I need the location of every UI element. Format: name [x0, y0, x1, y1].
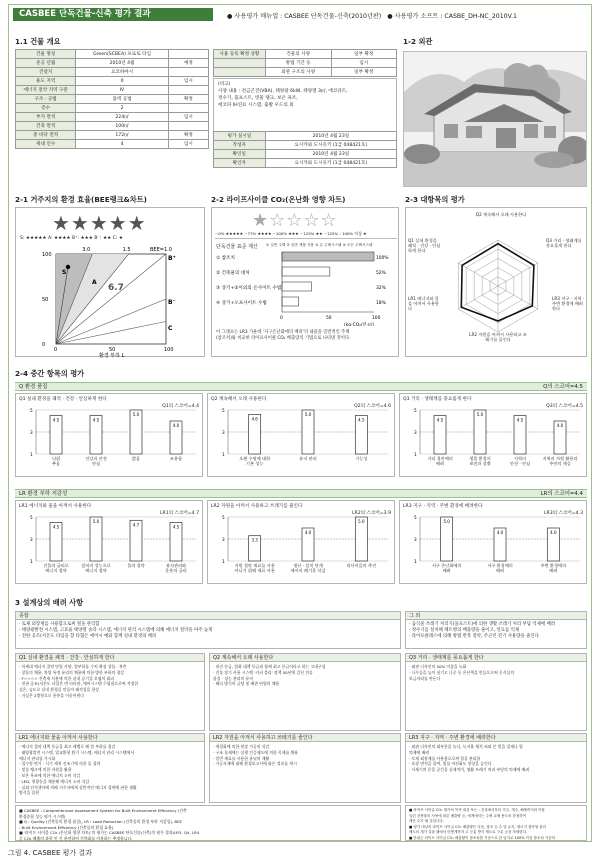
co2-bar	[282, 252, 374, 261]
lcco2-scale: ~0% ★★★★★ ~77% ★★★★ ~100% ★★★ ~125% ★★ ~125% : 100% 이상 ★	[215, 231, 367, 236]
outline-row: 준공 년월 2010년 4월 예정	[16, 59, 209, 68]
figure-caption: 그림 4. CASBEE 평가 결과	[8, 849, 92, 857]
lr-score: LR의 스코어=4.4	[540, 491, 583, 497]
svg-text:B⁻: B⁻	[168, 299, 176, 306]
panel-score: LR3의 스코어=4.3	[543, 511, 583, 516]
sub-score-label: 밝음	[131, 456, 141, 461]
panel-title: LR3 지구 · 지역 · 주변 환경에 배려한다	[403, 504, 483, 509]
q-header: Q 환경 품질 Q의 스코어=4.5	[15, 382, 587, 391]
sub-score-value: 4.5	[52, 524, 60, 530]
sub-score-panel	[399, 500, 587, 584]
sub-score-value: 5.0	[304, 412, 312, 417]
sub-score-label: 건물의 궁리로 에너지 절약	[43, 563, 69, 573]
remarks-text: (비고) 사양 내용 : 전금곤진(VBA), 태양광 6kW, 태양열 3㎡, 에코큐트, 정수기, 품프스트, 빗물 탱크, 보온 욕조, 에코파 IH연료 시스템, 출발 우드의 외	[218, 82, 348, 108]
consideration-body: · 재결화에 의한 현장 가공의 삭감 · 구조 틀재에는 실행 인증제도에 의한 목재를 채용 · 일반 재료를 사용한 유닛의 재활 · 가공자재에 대해 환경보고서에 따른 정보를 게시	[213, 744, 299, 767]
sub-score-value: 4.5	[172, 524, 180, 530]
svg-text:52%: 52%	[376, 271, 386, 276]
section-1-2-title: 1-2 외관	[403, 37, 433, 46]
consideration-heading: Q3 거리 · 생태계를 풍요롭게 한다	[406, 654, 586, 662]
svg-text:5: 5	[222, 408, 225, 413]
section-2-4-title: 2-4 중간 항목의 평가	[15, 369, 85, 378]
lcco2-std-label: 단독건물 표준 계산	[216, 244, 258, 250]
consideration-body: · 차세대 에너지 절약 단열 사양, 열부하를 수치 확장 창틀 · 복층 · 창틀의 채용, 차열 특정 유리의 채용에 의한 방한 부하의 경감 · F☆☆☆☆ 건축재 사용에 의한 실내 공기질 오염의 회피 · 전관 공조(저온도 타입은 변 타타관, 에어시스템 수립함으로써 적정한 실온, 습도로 실내 환경을 만들어 쾌적성을 향상 · 거실은 2방향으로 통풍을 이끌어낸다	[19, 664, 139, 698]
svg-text:3: 3	[414, 430, 417, 435]
consideration-heading: Q2 계속해서 오래 사용한다	[210, 654, 400, 662]
panel-title: Q3 거리 · 생태계를 풍요롭게 한다	[403, 397, 472, 402]
sub-score-label: 지원 절약 재료를 사용 아니기 위해 재료 사용	[234, 563, 275, 573]
outline-row: 세대 인수 4 임시	[16, 140, 209, 149]
sub-score-value: 4.5	[436, 417, 444, 423]
evaluation-sheet	[8, 4, 592, 842]
consideration-cell	[209, 733, 401, 803]
svg-text:② 건축물의 대처: ② 건축물의 대처	[216, 271, 250, 276]
sub-score-value: 5.0	[358, 519, 365, 524]
svg-text:3: 3	[222, 537, 225, 542]
sheet-title: CASBEE 단독건물-신축 평가 결과	[13, 8, 213, 21]
svg-text:1: 1	[414, 559, 417, 564]
lcco2-chart	[212, 250, 400, 326]
co2-bar	[282, 282, 311, 291]
svg-text:1: 1	[414, 452, 417, 457]
svg-text:환경 부하 L: 환경 부하 L	[99, 353, 125, 358]
sub-score-label: 더위 추움	[51, 456, 61, 466]
consideration-cell	[15, 733, 205, 803]
sub-score-label: 설비의 성능으로 에너지 절약	[81, 563, 111, 573]
outline-row: 용도 지역 0 임시	[16, 77, 209, 86]
sub-score-value: 3.3	[251, 537, 258, 543]
sub-score-panel	[399, 393, 587, 477]
svg-text:C: C	[168, 325, 173, 332]
svg-text:S: S	[62, 269, 67, 276]
sub-score-value: 5.0	[132, 412, 140, 417]
sub-score-value: 4.7	[132, 522, 140, 528]
consideration-heading: Q1 실내 환경을 쾌적 · 건강 · 안심하게 한다	[16, 654, 204, 662]
svg-text:50: 50	[326, 316, 332, 321]
sub-score-value: 4.0	[496, 530, 504, 535]
svg-text:100: 100	[372, 316, 381, 321]
panel-score: Q1의 스코어=4.4	[162, 404, 199, 409]
section-2-1-title: 2-1 거주지의 환경 효율(BEE랭크&차트)	[15, 195, 147, 204]
bee-chart	[16, 244, 206, 358]
panel-title: LR2 자원을 아껴서 사용하고 쓰레기를 줄인다	[211, 504, 303, 509]
consideration-cell	[209, 653, 401, 731]
svg-text:④ 상기+오프사이트 수법: ④ 상기+오프사이트 수법	[216, 301, 267, 306]
svg-text:③ 상기+②이외의 온사이트 수법: ③ 상기+②이외의 온사이트 수법	[216, 286, 282, 291]
radar-box	[405, 207, 587, 357]
svg-text:100: 100	[42, 252, 52, 258]
svg-text:A: A	[92, 279, 97, 286]
svg-text:1: 1	[30, 559, 33, 564]
consideration-body: · 에너지 절약 대책 등급을 최고 레벨로 해 열 부하를 경감 · 태양광발전 시스템, 열교환형 환기 시스템, 에너지 관리 시스템에서 에너지 관리를 가시화 · 절수형 변기 · 식기 세척 건조기에 의한 물 절약 · 빗물 탱크에 의한 자원을 활용 · 보온 욕조에 의한 에너지 소비 삭감 · LED, 형광등을 채용해 에너지 소비 삭감 · 실외 인지센서에 의해 거주자에게 실반적인 에너지 절약에 관한 생활 방식을 실현	[19, 744, 137, 796]
svg-text:5: 5	[414, 515, 417, 520]
sub-score-value: 5.0	[476, 412, 484, 417]
sub-score-label: 물의 절약	[127, 563, 145, 568]
section-2-2-title: 2-2 라이프사이클 CO₂(온난화 영향 차트)	[211, 195, 346, 204]
svg-text:3: 3	[414, 537, 417, 542]
rank-scale: S: ★★★★★ A: ★★★★ B⁺: ★★★ B⁻: ★★ C: ★	[20, 236, 123, 241]
section-3-title: 3 설계상의 배려 사항	[15, 598, 84, 607]
sub-score-panel	[207, 500, 395, 584]
panel-title: Q1 실내 환경을 쾌적 · 건강 · 안심하게 한다	[19, 397, 107, 402]
sub-score-value: 4.5	[52, 417, 60, 423]
sub-score-panel	[207, 393, 395, 477]
bee-stars: ★★★★★	[52, 211, 147, 235]
general-considerations: 종합 · 토제 외장재를 사용함으로써 열을 관리함 · 태양광발전 시스템, 고효율 태양열 솔라 시스템, 에너지 관리 시스템에 의해 에너지 절약을 아주 높게 · 전한 공조(저온도 타임을 할 타협은 에어시 예와 함께 실내 환경의 배려	[15, 611, 401, 649]
outline-row: 총 바닥 면적 172㎡ 확정	[16, 131, 209, 140]
q-score: Q의 스코어=4.5	[543, 384, 583, 390]
sub-score-value: 4.0	[172, 423, 180, 428]
sub-score-label: 지역의 자원 활용과 주민의 계승	[542, 456, 578, 466]
svg-text:0: 0	[280, 316, 283, 321]
building-outline-table	[15, 49, 209, 149]
outline-row: 층수 2	[16, 104, 209, 113]
sub-score-value: 4.5	[358, 417, 365, 423]
sub-score-label: 생물 환경의 보전과 창출	[469, 456, 491, 466]
svg-text:1: 1	[222, 559, 225, 564]
svg-text:32%: 32%	[376, 286, 386, 291]
outline-row: 부지 면적 224㎡ 임시	[16, 113, 209, 122]
panel-score: Q3의 스코어=4.5	[546, 404, 583, 409]
co2-bar	[282, 267, 330, 276]
svg-text:1: 1	[222, 452, 225, 457]
sub-score-value: 4.0	[550, 530, 557, 535]
radar-label-lr3: LR3 지구 · 지역 · 주변 환경에 배려한다	[552, 296, 585, 311]
sub-score-value: 5.0	[92, 519, 100, 524]
remarks-box	[213, 78, 397, 132]
svg-text:① 참조치: ① 참조치	[216, 256, 235, 261]
svg-text:5: 5	[30, 408, 33, 413]
panel-score: LR1의 스코어=4.7	[159, 511, 199, 516]
sub-score-label: 기능성	[355, 456, 368, 461]
sub-score-label: 지구 온난화에의 배려	[431, 563, 462, 573]
panel-title: Q2 계속해서 오래 사용한다	[211, 397, 267, 402]
svg-text:0: 0	[54, 347, 58, 353]
sub-score-value: 4.6	[251, 416, 258, 422]
svg-text:5: 5	[414, 408, 417, 413]
lcco2-footnote: 이 그래프는 LR3 가운데 '지구온난화에의 배려'의 내용을 일반적인 주택 (참조치)와 비교한 라이프사이클 CO₂ 배출량의 기법으로 나타낸 것이다.	[216, 330, 351, 341]
sub-score-label: 지구 환경에의 배려	[487, 563, 513, 573]
software-text: ● 사용평가 소프트 : CASBE_DH-NC_2010V.1	[387, 13, 517, 20]
radar-label-lr1: LR1 에너지와 물을 아껴서 사용한다	[408, 296, 439, 311]
consideration-cell	[405, 733, 587, 803]
svg-text:100: 100	[164, 347, 174, 353]
co2-bar	[282, 297, 299, 306]
svg-text:5: 5	[222, 515, 225, 520]
section-1-1-title: 1.1 건물 개요	[15, 37, 61, 46]
svg-text:3: 3	[30, 537, 33, 542]
notes-right: ■ 라이프 사이클 CO₂ 평가의 목적 대상 또는 : 건설에서부터 거주, 개수, 해체까지의 이용 일련 건축물의 사용에 따른 배출량 등, 에게에서는 주택 교체 용도의 한정하여 계산 수가 될 것입니다. ■ 평가 대상의 라이프 사이클 CO₂ 배출량은 다음, 참조 등 수 및 유지, 에너지 절약형 관리 제도의 계가 걸을 때에서 어떻게까지 고 등통 방식 제도로 구분 등을 자세한다. ■ 단위는 라이프 사이클 CO₂ 배출량이 참조치를 기준으로 한 달지로 100% 이상 참조치 기준의	[405, 805, 587, 841]
svg-text:3.0: 3.0	[82, 247, 91, 253]
lcco2-legend: ① 일반 주택 ② 일반 제품 사용 ③ 온 주택시스템 ④ 모든 주택시스템	[266, 243, 373, 247]
outline-row: 건설지 요코하마시	[16, 68, 209, 77]
sub-score-value: 5.0	[443, 519, 450, 524]
sub-score-label: 지역의 안전 · 안심	[509, 456, 531, 466]
sub-score-panel	[15, 393, 203, 477]
consideration-cell	[15, 653, 205, 731]
svg-text:18%: 18%	[376, 301, 386, 306]
svg-text:0: 0	[42, 342, 46, 348]
sub-score-label: 거리 경관에의 배려	[427, 456, 453, 466]
outline-row: 건물 명칭 Green(SCBEA) 프로토 타입	[16, 50, 209, 59]
svg-text:50: 50	[42, 297, 49, 303]
evaluation-status-table: 사용 등록 확정 상황 건물의 사양 일부 확정 방법 기간 등 임시 외관 구조의 사양 일부 확정	[213, 49, 397, 77]
svg-text:100%: 100%	[376, 256, 389, 261]
panel-score: LR2의 스코어=3.9	[351, 511, 391, 516]
sub-score-label: 리사이클의 촉진	[346, 563, 377, 568]
svg-text:6.7: 6.7	[108, 283, 124, 293]
svg-text:1.5: 1.5	[122, 247, 131, 253]
radar-label-lr2: LR2 자원을 아껴서 사용하고 쓰레기를 줄인다	[469, 332, 527, 342]
svg-text:3: 3	[30, 430, 33, 435]
consideration-body: · 외관 디자인의 50% 이상을 녹화 · 나무들을 높이 심기고 나중 등 온산책을 만들으로써 동식물의 보금자리를 만든다	[409, 664, 515, 681]
svg-text:(kg-CO₂/년·㎡): (kg-CO₂/년·㎡)	[344, 323, 375, 326]
consideration-heading: LR2 자원을 아껴서 사용하고 쓰레기를 줄인다	[210, 734, 400, 742]
svg-text:BEE=1.0: BEE=1.0	[150, 247, 172, 253]
consideration-body: · 내진 등급, 열화 대책 등급과 함께 최고 등급이라고 하는 고내구성 · 건물 장기 사용 시스템 '키퍼 블리' 정책 50년에 걸친 건물 품질 · 성능 관리의 유지 · 헤더 방식의 급탕 및 배관 단열의 채용	[213, 664, 326, 687]
consideration-body: · 외관 디자인의 대부분을 녹디, 녹지율 채적 쇠퇴 문 빛을 절제나 열 억제에 배려 · 토제 외장재를 사용함으로써 열을 관리함 · 포장 면적을 줄여, 빗물 이산화도 향상을 높인다 · 서세기의 문을 공간을 실제적이, 생활 쓰레기 처리 부담의 억제에 배려	[409, 744, 530, 773]
sub-score-label: 유지 관리	[299, 456, 317, 461]
radar-label-q1: Q1 실내 환경을 쾌적 · 건강 · 안심하게 한다	[408, 238, 441, 253]
outline-row: 구조 · 공법 틀벽 공법 확정	[16, 95, 209, 104]
bee-chart-box	[15, 207, 205, 357]
sub-score-value: 4.5	[516, 417, 524, 423]
lcco2-stars: ★☆☆☆☆	[252, 210, 338, 231]
sub-score-label: 오랜 수명에 대한 기본 성능	[239, 456, 271, 466]
svg-text:3: 3	[222, 430, 225, 435]
lcco2-box	[211, 207, 399, 357]
header-info	[227, 11, 517, 20]
radar-label-q2: Q2 계속해서 오래 사용한다	[475, 212, 527, 217]
svg-text:50: 50	[109, 347, 116, 353]
sub-score-value: 4.0	[304, 530, 312, 535]
sub-score-label: 조용함	[169, 456, 183, 461]
sub-score-label: 건강과 안전 안심	[85, 456, 107, 466]
svg-text:5: 5	[30, 515, 33, 520]
outline-row: 건축 면적 100㎡	[16, 122, 209, 131]
consideration-heading: LR3 지구 · 지역 · 주변 환경에 배려한다	[406, 734, 586, 742]
sub-score-label: 주변 환경에의 배려	[540, 563, 567, 573]
sub-score-value: 4.0	[556, 423, 564, 428]
panel-title: LR1 에너지와 물을 아껴서 사용한다	[19, 504, 92, 509]
radar-label-q3: Q3 거리 · 생태계를 풍요롭게 한다	[546, 238, 582, 248]
svg-text:1: 1	[30, 452, 33, 457]
sub-score-label: 생산 · 설치 단계 에서의 폐기물 삭감	[290, 563, 326, 573]
manual-text: ● 사용평가 매뉴얼 : CASBEE 단독건물-신축(2010년판)	[227, 13, 382, 20]
svg-text:B⁺: B⁺	[168, 255, 176, 262]
section-2-3-title: 2-3 대항목의 평가	[405, 195, 465, 204]
sub-score-label: 유지관리와 운용의 궁리	[165, 563, 187, 573]
consideration-heading: LR1 에너지와 물을 아껴서 사용한다	[16, 734, 204, 742]
lr-header: LR 환경 부하 저감성 LR의 스코어=4.4	[15, 489, 587, 498]
evaluation-date-table: 평가 실시일 2010년 4월 23일 작성자 요시카와 도시유키 (1급 048421호) 확인일 2010년 4월 23일 확인자 요시카와 도시유키 (1급 048421호)	[213, 131, 397, 168]
outline-row: 에너지 절약 지역 구분 Ⅳ	[16, 86, 209, 95]
other-considerations: 그 외 · 음식물 쓰레기 처리기(품프스트)에 의한 생활 쓰레기 처리 부담 억제에 배려 · 정수기를 설치해 페트병의 배출량을 줄이고, 연료를 억제 · 라이프클래스에 의해 방법 반복 절약, 주근린 전기 사용량을 줄인다	[405, 611, 587, 649]
house-exterior-image	[403, 51, 587, 187]
header	[9, 5, 593, 23]
sub-score-value: 4.5	[92, 417, 100, 423]
notes-left: ■ CASBEE : Comprehensive Assessment System for Built Environment Efficiency (건축 환경종합 성능 평가 시스템) ■ Q : Quality (건축물의 환경 품질), LR : Load Reduction (건축물의 환경 부하 저감성), BEE : Built Environment Efficiency (건축물의 환경 효율) ■ '라이프 사이클 CO₂ (온난화 영향 차트)'의 평가는 CASBEE 단독건물(신축)의 평가 결과(LR3, Q4, LR4 중 CO₂ 배출의 과학 인 간 관련하여 간략화를 이용하는 추정합니다.	[15, 805, 401, 841]
consideration-cell	[405, 653, 587, 731]
sub-score-panel	[15, 500, 203, 584]
panel-score: Q2의 스코어=4.6	[354, 404, 391, 409]
